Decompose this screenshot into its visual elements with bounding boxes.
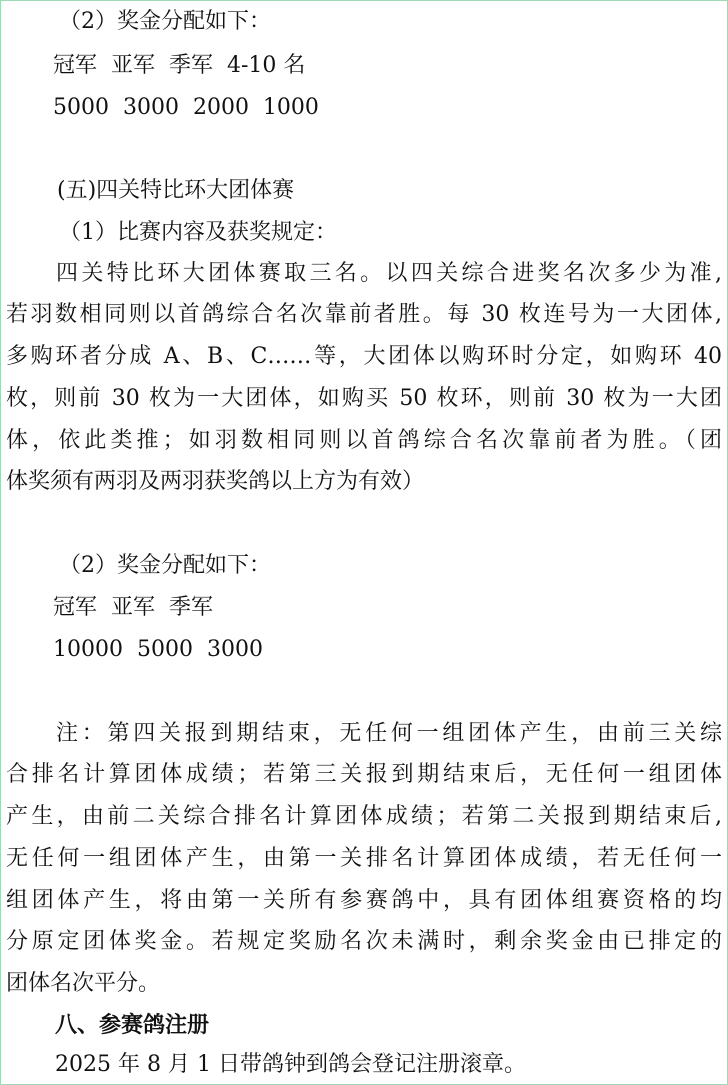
- rules-paragraph-line: 体，依此类推；如羽数相同则以首鸽综合名次靠前者为胜。（团: [6, 428, 722, 453]
- rules-paragraph-line: 四关特比环大团体赛取三名。以四关综合进奖名次多少为准,: [56, 261, 722, 286]
- rules-paragraph-line: 枚，则前 30 枚为一大团体，如购买 50 枚环，则前 30 枚为一大团: [6, 386, 722, 411]
- prize-heading-section4: （2）奖金分配如下：: [59, 9, 271, 34]
- prize-ranks-section5: 冠军 亚军 季军: [53, 595, 213, 620]
- note-paragraph-line: 产生，由前二关综合排名计算团体成绩；若第二关报到期结束后,: [6, 804, 722, 829]
- prize-heading-section5: （2）奖金分配如下：: [59, 553, 271, 578]
- prize-amounts-section4: 5000 3000 2000 1000: [53, 95, 319, 120]
- note-paragraph-line: 组团体产生，将由第一关所有参赛鸽中，具有团体组赛资格的均: [6, 888, 722, 913]
- rules-paragraph-line: 若羽数相同则以首鸽综合名次靠前者胜。每 30 枚连号为一大团体,: [6, 302, 722, 327]
- note-paragraph-line: 团体名次平分。: [6, 971, 161, 996]
- section5-rules-heading: （1）比赛内容及获奖规定：: [59, 220, 337, 245]
- section5-title: (五)四关特比环大团体赛: [57, 178, 295, 203]
- section8-title: 八、参赛鸽注册: [55, 1012, 210, 1038]
- note-paragraph-line: 合排名计算团体成绩；若第三关报到期结束后，无任何一组团体: [6, 762, 722, 787]
- prize-amounts-section5: 10000 5000 3000: [53, 637, 263, 662]
- rules-paragraph-line: 体奖须有两羽及两羽获奖鸽以上方为有效）: [6, 469, 425, 494]
- rules-paragraph-line: 多购环者分成 A、B、C……等，大团体以购环时分定，如购环 40: [6, 344, 722, 369]
- note-paragraph-line: 无任何一组团体产生，由第一关排名计算团体成绩，若无任何一: [6, 846, 722, 871]
- prize-ranks-section4: 冠军 亚军 季军 4-10 名: [53, 53, 306, 78]
- section8-registration-line: 2025 年 8 月 1 日带鸽钟到鸽会登记注册滚章。: [55, 1052, 526, 1077]
- note-paragraph-line: 分原定团体奖金。若规定奖励名次未满时，剩余奖金由已排定的: [6, 929, 722, 954]
- note-paragraph-line: 注：第四关报到期结束，无任何一组团体产生，由前三关综: [56, 721, 722, 746]
